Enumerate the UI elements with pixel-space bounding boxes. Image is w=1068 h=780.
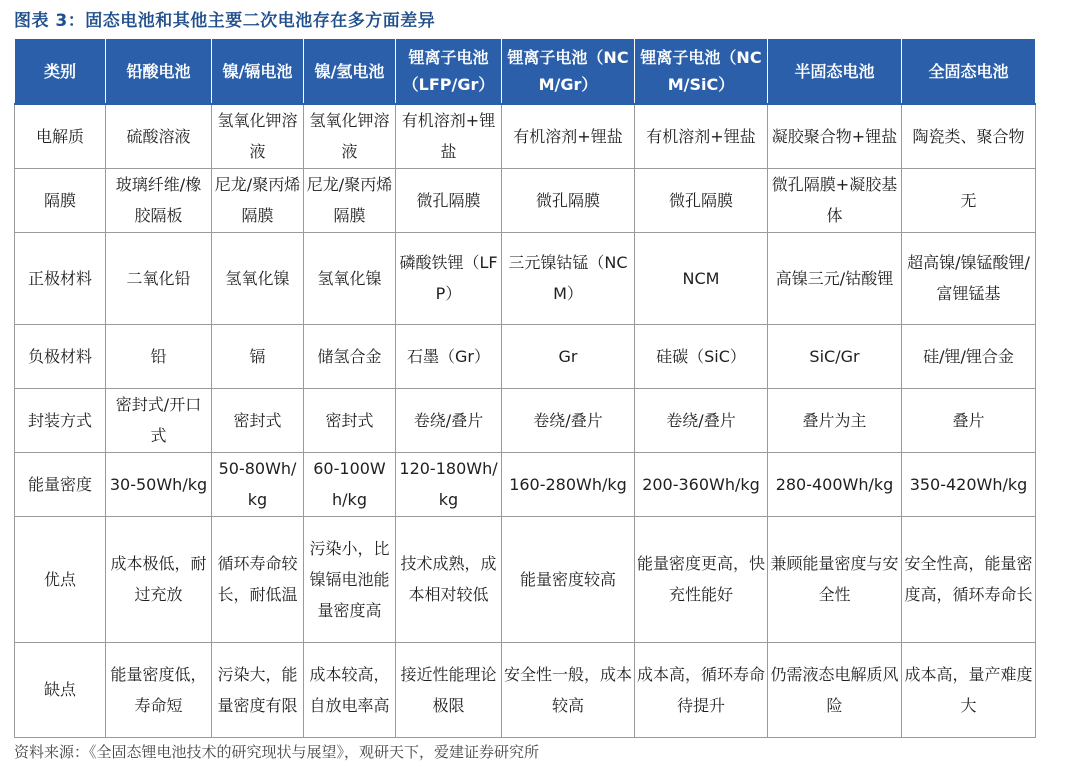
row-label: 缺点 <box>15 642 106 737</box>
table-row <box>15 324 1036 388</box>
table-row <box>15 168 1036 232</box>
table-cell: 循环寿命较长，耐低温 <box>212 516 304 642</box>
table-cell: 微孔隔膜 <box>396 168 502 232</box>
table-cell: 硫酸溶液 <box>106 104 212 168</box>
table-cell: 氢氧化钾溶液 <box>212 104 304 168</box>
table-row <box>15 452 1036 516</box>
table-cell: 60-100Wh/kg <box>304 452 396 516</box>
table-cell: 200-360Wh/kg <box>635 452 768 516</box>
table-cell: 硅/锂/锂合金 <box>902 324 1036 388</box>
table-header-row <box>15 39 1036 105</box>
table-cell: 成本极低，耐过充放 <box>106 516 212 642</box>
comparison-table <box>14 38 1036 738</box>
header-nicd: 镍/镉电池 <box>212 39 304 105</box>
header-category: 类别 <box>15 39 106 105</box>
row-label: 封装方式 <box>15 388 106 452</box>
header-lead-acid: 铅酸电池 <box>106 39 212 105</box>
table-cell: 成本高，循环寿命待提升 <box>635 642 768 737</box>
table-cell: 350-420Wh/kg <box>902 452 1036 516</box>
table-cell: 有机溶剂+锂盐 <box>502 104 635 168</box>
row-label: 正极材料 <box>15 232 106 324</box>
table-cell: Gr <box>502 324 635 388</box>
table-cell: NCM <box>635 232 768 324</box>
header-semi-solid: 半固态电池 <box>768 39 902 105</box>
table-cell: 有机溶剂+锂盐 <box>396 104 502 168</box>
table-cell: 三元镍钴锰（NCM） <box>502 232 635 324</box>
table-cell: 280-400Wh/kg <box>768 452 902 516</box>
row-label: 电解质 <box>15 104 106 168</box>
table-row <box>15 642 1036 737</box>
table-cell: 超高镍/镍锰酸锂/富锂锰基 <box>902 232 1036 324</box>
table-cell: SiC/Gr <box>768 324 902 388</box>
table-cell: 污染小，比镍镉电池能量密度高 <box>304 516 396 642</box>
row-label: 优点 <box>15 516 106 642</box>
table-cell: 叠片 <box>902 388 1036 452</box>
table-row <box>15 516 1036 642</box>
header-li-ncm-gr: 锂离子电池（NCM/Gr） <box>502 39 635 105</box>
table-cell: 储氢合金 <box>304 324 396 388</box>
table-cell: 有机溶剂+锂盐 <box>635 104 768 168</box>
table-cell: 卷绕/叠片 <box>396 388 502 452</box>
table-cell: 氢氧化镍 <box>212 232 304 324</box>
table-cell: 技术成熟，成本相对较低 <box>396 516 502 642</box>
table-cell: 120-180Wh/kg <box>396 452 502 516</box>
table-cell: 密封式 <box>304 388 396 452</box>
table-cell: 卷绕/叠片 <box>502 388 635 452</box>
header-li-ncm-sic: 锂离子电池（NCM/SiC） <box>635 39 768 105</box>
table-cell: 氢氧化钾溶液 <box>304 104 396 168</box>
table-cell: 凝胶聚合物+锂盐 <box>768 104 902 168</box>
table-cell: 尼龙/聚丙烯隔膜 <box>304 168 396 232</box>
table-cell: 仍需液态电解质风险 <box>768 642 902 737</box>
row-label: 负极材料 <box>15 324 106 388</box>
table-cell: 磷酸铁锂（LFP） <box>396 232 502 324</box>
table-cell: 高镍三元/钴酸锂 <box>768 232 902 324</box>
table-cell: 叠片为主 <box>768 388 902 452</box>
table-cell: 安全性一般，成本较高 <box>502 642 635 737</box>
row-label: 能量密度 <box>15 452 106 516</box>
table-cell: 成本较高，自放电率高 <box>304 642 396 737</box>
source-note: 资料来源：《全固态锂电池技术的研究现状与展望》，观研天下，爱建证券研究所 <box>14 743 540 761</box>
header-li-lfp-gr: 锂离子电池（LFP/Gr） <box>396 39 502 105</box>
table-cell: 30-50Wh/kg <box>106 452 212 516</box>
figure-title: 图表 3：固态电池和其他主要二次电池存在多方面差异 <box>14 11 436 31</box>
table-row <box>15 104 1036 168</box>
table-cell: 能量密度更高，快充性能好 <box>635 516 768 642</box>
table-cell: 卷绕/叠片 <box>635 388 768 452</box>
table-cell: 能量密度较高 <box>502 516 635 642</box>
table-cell: 玻璃纤维/橡胶隔板 <box>106 168 212 232</box>
table-cell: 尼龙/聚丙烯隔膜 <box>212 168 304 232</box>
header-all-solid: 全固态电池 <box>902 39 1036 105</box>
table-cell: 密封式 <box>212 388 304 452</box>
header-nimh: 镍/氢电池 <box>304 39 396 105</box>
table-row <box>15 232 1036 324</box>
table-cell: 无 <box>902 168 1036 232</box>
table-cell: 成本高，量产难度大 <box>902 642 1036 737</box>
table-cell: 160-280Wh/kg <box>502 452 635 516</box>
table-cell: 污染大，能量密度有限 <box>212 642 304 737</box>
table-cell: 氢氧化镍 <box>304 232 396 324</box>
table-cell: 接近性能理论极限 <box>396 642 502 737</box>
table-row <box>15 388 1036 452</box>
table-cell: 微孔隔膜+凝胶基体 <box>768 168 902 232</box>
table-cell: 石墨（Gr） <box>396 324 502 388</box>
table-cell: 微孔隔膜 <box>502 168 635 232</box>
table-cell: 铅 <box>106 324 212 388</box>
table-cell: 镉 <box>212 324 304 388</box>
table-cell: 硅碳（SiC） <box>635 324 768 388</box>
table-cell: 安全性高，能量密度高，循环寿命长 <box>902 516 1036 642</box>
table-cell: 二氧化铅 <box>106 232 212 324</box>
table-cell: 50-80Wh/kg <box>212 452 304 516</box>
table-cell: 兼顾能量密度与安全性 <box>768 516 902 642</box>
table-cell: 能量密度低，寿命短 <box>106 642 212 737</box>
table-cell: 微孔隔膜 <box>635 168 768 232</box>
row-label: 隔膜 <box>15 168 106 232</box>
table-cell: 密封式/开口式 <box>106 388 212 452</box>
table-cell: 陶瓷类、聚合物 <box>902 104 1036 168</box>
